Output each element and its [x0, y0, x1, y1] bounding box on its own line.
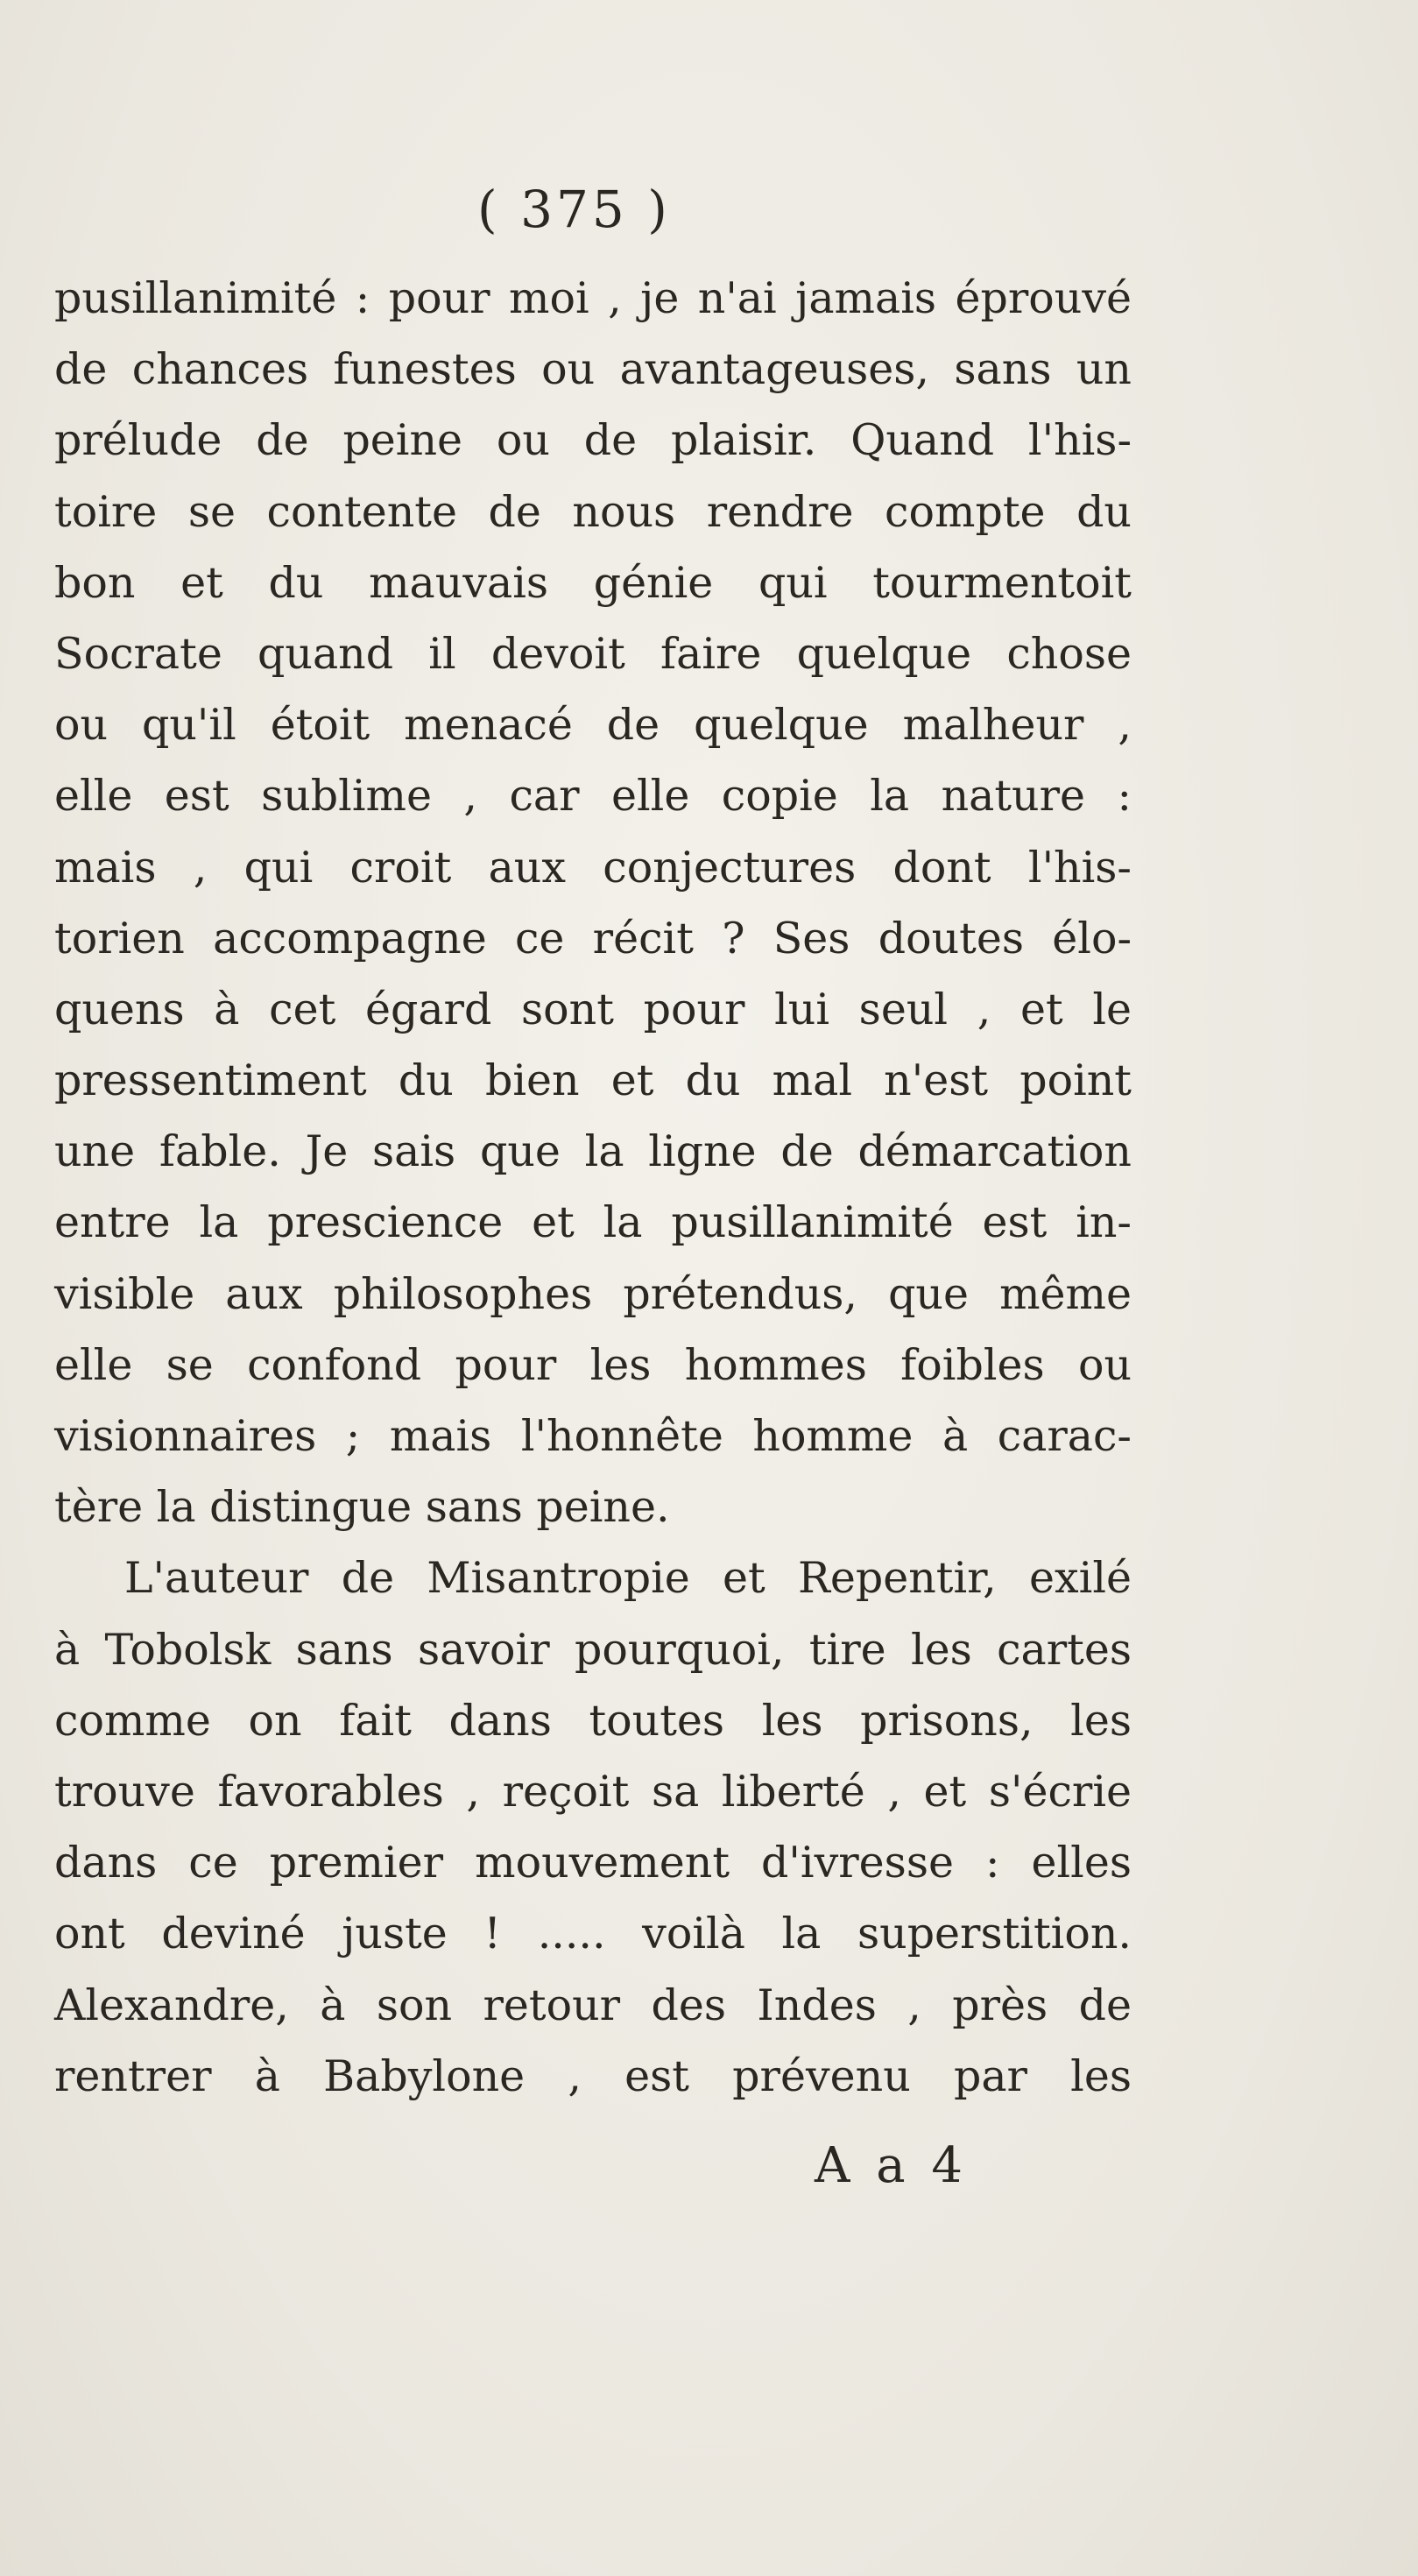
text-line: rentrer à Babylone , est prévenu par les [54, 2050, 1132, 2101]
text-line: Socrate quand il devoit faire quelque chose [54, 628, 1132, 679]
text-line: visible aux philosophes prétendus, que même [54, 1268, 1132, 1319]
text-line: toire se contente de nous rendre compte du [54, 486, 1132, 537]
text-line: une fable. Je sais que la ligne de démarcation [54, 1126, 1132, 1177]
page-number: ( 375 ) [477, 180, 671, 239]
signature-mark: A a 4 [815, 2137, 969, 2194]
text-line: torien accompagne ce récit ? Ses doutes élo- [54, 913, 1132, 963]
text-line: prélude de peine ou de plaisir. Quand l'his- [54, 415, 1132, 466]
text-line: à Tobolsk sans savoir pourquoi, tire les cartes [54, 1624, 1132, 1675]
text-line: elle est sublime , car elle copie la nature : [54, 771, 1132, 822]
text-line: dans ce premier mouvement d'ivresse : elles [54, 1838, 1132, 1888]
text-line: ont deviné juste ! ..... voilà la superstition. [54, 1909, 1132, 1959]
text-line: quens à cet égard sont pour lui seul , et le [54, 984, 1132, 1034]
text-line: pressentiment du bien et du mal n'est point [54, 1055, 1132, 1106]
body-text [54, 263, 1132, 2112]
text-line: mais , qui croit aux conjectures dont l'his- [54, 842, 1132, 893]
text-line: entre la prescience et la pusillanimité est in- [54, 1197, 1132, 1248]
text-line: trouve favorables , reçoit sa liberté , et s'écrie [54, 1766, 1132, 1817]
text-line: Alexandre, à son retour des Indes , près de [54, 1980, 1132, 2030]
text-line: bon et du mauvais génie qui tourmentoit [54, 557, 1132, 608]
text-line: visionnaires ; mais l'honnête homme à carac- [54, 1411, 1132, 1461]
text-line: pusillanimité : pour moi , je n'ai jamais éprouvé [54, 273, 1132, 323]
text-line: comme on fait dans toutes les prisons, les [54, 1695, 1132, 1746]
text-line: elle se confond pour les hommes foibles ou [54, 1339, 1132, 1390]
text-line: ou qu'il étoit menacé de quelque malheur , [54, 700, 1132, 751]
text-line: tère la distingue sans peine. [54, 1482, 670, 1533]
paragraph-start-line: L'auteur de Misantropie et Repentir, exilé [124, 1553, 1132, 1604]
text-line: de chances funestes ou avantageuses, sans un [54, 344, 1132, 395]
